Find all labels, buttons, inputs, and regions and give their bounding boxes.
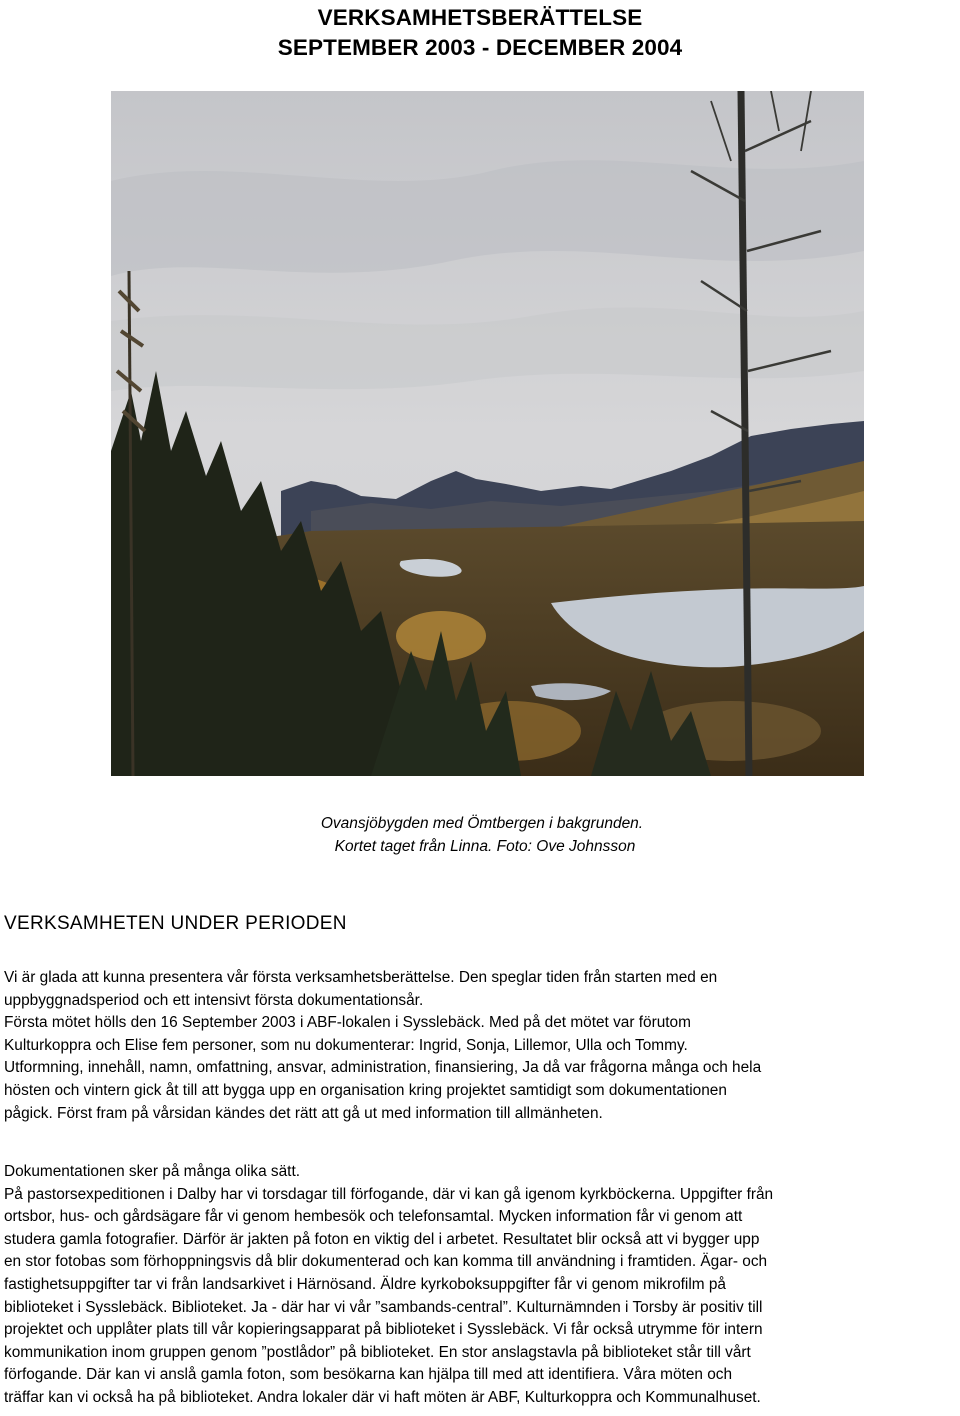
document-subtitle-period: SEPTEMBER 2003 - DECEMBER 2004 [277, 35, 683, 60]
text-line: Vi är glada att kunna presentera vår första verksamhetsberättelse. Den speglar tiden från starten med en [4, 969, 718, 986]
text-line: studera gamla fotografier. Därför är jakten på foton en viktig del i arbetet. Resultatet blir också att vi bygger upp [4, 1230, 760, 1248]
text-line: kommunikation inom gruppen genom ”postlådor” på biblioteket. En stor anslagstavla på biblioteket står till vårt [4, 1343, 751, 1361]
documentation-paragraph [4, 1161, 958, 1410]
document-title: VERKSAMHETSBERÄTTELSE [317, 5, 643, 30]
photo-caption-line1: Ovansjöbygden med Ömtbergen i bakgrunden. [320, 815, 644, 832]
text-line: Dokumentationen sker på många olika sätt. [4, 1163, 301, 1180]
text-line: Kulturkoppra och Elise fem personer, som nu dokumenterar: Ingrid, Sonja, Lillemor, Ulla och Tommy. [4, 1036, 688, 1054]
text-line: projektet och upplåter plats till vår kopieringsapparat på biblioteket i Sysslebäck. Vi får också utrymme för intern [4, 1321, 763, 1339]
text-line: pågick. Först fram på vårsidan kändes det rätt att gå ut med information till allmänheten. [4, 1104, 603, 1122]
text-line: förfogande. Där kan vi anslå gamla foton, som besökarna kan hjälpa till med att identifiera. Våra möten och [4, 1366, 733, 1384]
text-line: hösten och vintern gick åt till att bygga upp en organisation kring projektet samtidigt som dokumentationen [4, 1081, 727, 1099]
intro-paragraph [4, 967, 958, 1125]
text-line: fastighetsuppgifter tar vi från landsarkivet i Härnösand. Äldre kyrkoboksuppgifter får vi genom mikrofilm på [4, 1275, 726, 1293]
text-line: uppbyggnadsperiod och ett intensivt första dokumentationsår. [4, 991, 424, 1009]
section-heading: VERKSAMHETEN UNDER PERIODEN [4, 913, 347, 934]
text-line: ortsbor, hus- och gårdsägare får vi genom hembesök och telefonsamtal. Mycken information får vi genom att [4, 1208, 743, 1226]
text-line: en stor fotobas som förhoppningsvis då blir dokumenterad och kan komma till användning i framtiden. Ägar- och [4, 1253, 768, 1271]
landscape-photo-icon [111, 91, 864, 776]
text-line: Utformning, innehåll, namn, omfattning, ansvar, administration, finansiering, Ja då var frågorna många och hela [4, 1059, 762, 1077]
text-line: biblioteket i Sysslebäck. Biblioteket. Ja - där har vi vår ”sambands-central”. Kulturnämnden i Torsby är positiv till [4, 1298, 763, 1316]
text-line: träffar kan vi också ha på biblioteket. Andra lokaler där vi haft möten är ABF, Kulturkoppra och Kommunalhuset. [4, 1388, 761, 1406]
text-line: På pastorsexpeditionen i Dalby har vi torsdagar till förfogande, där vi kan gå igenom kyrkböckerna. Uppgifter från [4, 1185, 774, 1203]
landscape-photo [111, 91, 864, 776]
text-line: Första mötet hölls den 16 September 2003 i ABF-lokalen i Sysslebäck. Med på det mötet var förutom [4, 1014, 691, 1032]
photo-caption-line2: Kortet taget från Linna. Foto: Ove Johnsson [334, 838, 636, 855]
